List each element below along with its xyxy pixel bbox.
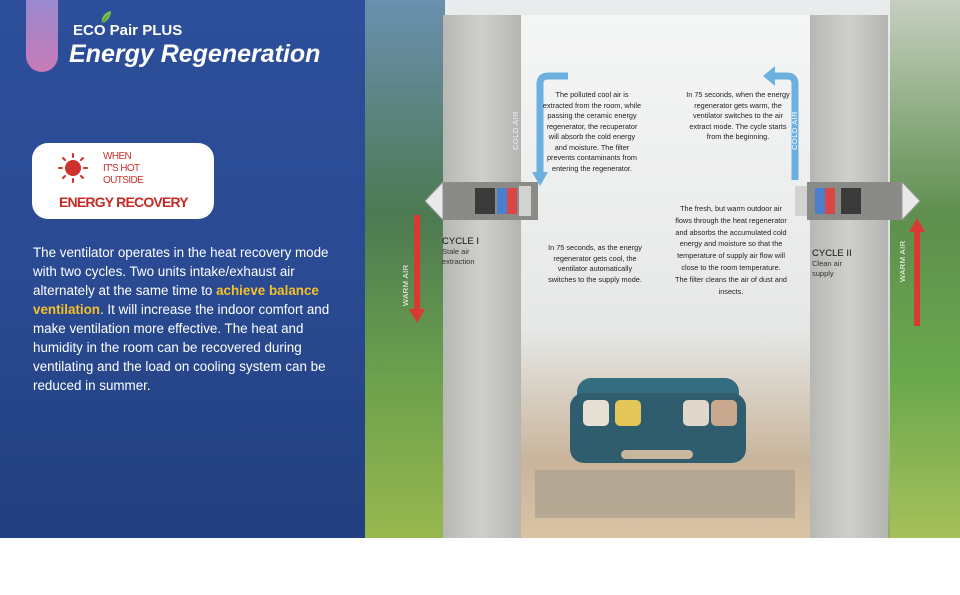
warm-air-arrow-right — [909, 218, 925, 326]
coffee-table — [621, 450, 693, 459]
wall-left — [443, 15, 521, 538]
ventilator-unit-left — [425, 182, 540, 220]
text-75-seconds-warm: In 75 seconds, when the energy regenerator gets warm, the ventilator switches to the air extract mode. The cycle starts from the beginning. — [686, 90, 790, 141]
cycle-1-title: CYCLE I — [442, 236, 479, 247]
cycle-2-line2: supply — [812, 269, 834, 278]
page-title: Energy Regeneration — [69, 40, 321, 68]
cycle-2-line1: Clean air — [812, 259, 843, 268]
description-part1: The ventilator operates in the heat recovery mode with two cycles. Two units intake/exhaust air alternately at the same time to — [33, 245, 329, 298]
cycle-2-title: CYCLE II — [812, 248, 852, 259]
rug — [535, 470, 795, 518]
left-panel — [0, 0, 365, 538]
text-polluted-air: The polluted cool air is extracted from the room, while passing the ceramic energy regenerator, the recuperator will absorb the cold energy and moisture. The filter prevents contaminants from entering the regenerator. — [542, 90, 642, 173]
cycle-1-line2: extraction — [442, 257, 475, 266]
pillow — [683, 400, 709, 426]
accent-tab — [26, 0, 58, 72]
pillow — [711, 400, 737, 426]
cycle-1-label — [442, 236, 479, 267]
text-75-seconds-cool: In 75 seconds, as the energy regenerator gets cool, the ventilator automatically switches to the supply mode. — [548, 243, 642, 284]
hot-line1: WHEN — [103, 151, 132, 162]
pillow — [615, 400, 641, 426]
hot-outside-label — [103, 151, 143, 187]
warm-air-arrow-left — [409, 215, 425, 325]
description-part2: . It will increase the indoor comfort and make ventilation more effective. The heat and humidity in the room can be recovered during ventilating and the load on cooling system can be reduced in summer. — [33, 302, 330, 393]
ventilator-unit-right — [795, 182, 920, 220]
ventilation-diagram — [365, 0, 960, 538]
energy-recovery-label: ENERGY RECOVERY — [59, 194, 188, 210]
hot-line2: IT'S HOT — [103, 163, 140, 174]
cycle-1-line1: Stale air — [442, 247, 470, 256]
cycle-2-label — [812, 248, 852, 279]
cold-air-label-left: COLD AIR — [511, 110, 520, 150]
hot-line3: OUTSIDE — [103, 175, 144, 186]
brand-name: ECO Pair PLUS — [73, 22, 183, 39]
cold-air-label-right: COLD AIR — [790, 110, 799, 150]
description-text — [33, 243, 338, 395]
description-highlight: achieve balance ventilation — [33, 283, 319, 317]
sun-icon — [58, 153, 88, 183]
pillow — [583, 400, 609, 426]
warm-air-label-left: WARM AIR — [401, 264, 410, 306]
text-fresh-warm-air: The fresh, but warm outdoor air flows through the heat regenerator and absorbs the accumulated cold energy and moisture so that the temperature of supply air flow will close to the room temperature. The filter cleans the air of dust and insects. — [675, 204, 787, 296]
warm-air-label-right: WARM AIR — [898, 240, 907, 282]
